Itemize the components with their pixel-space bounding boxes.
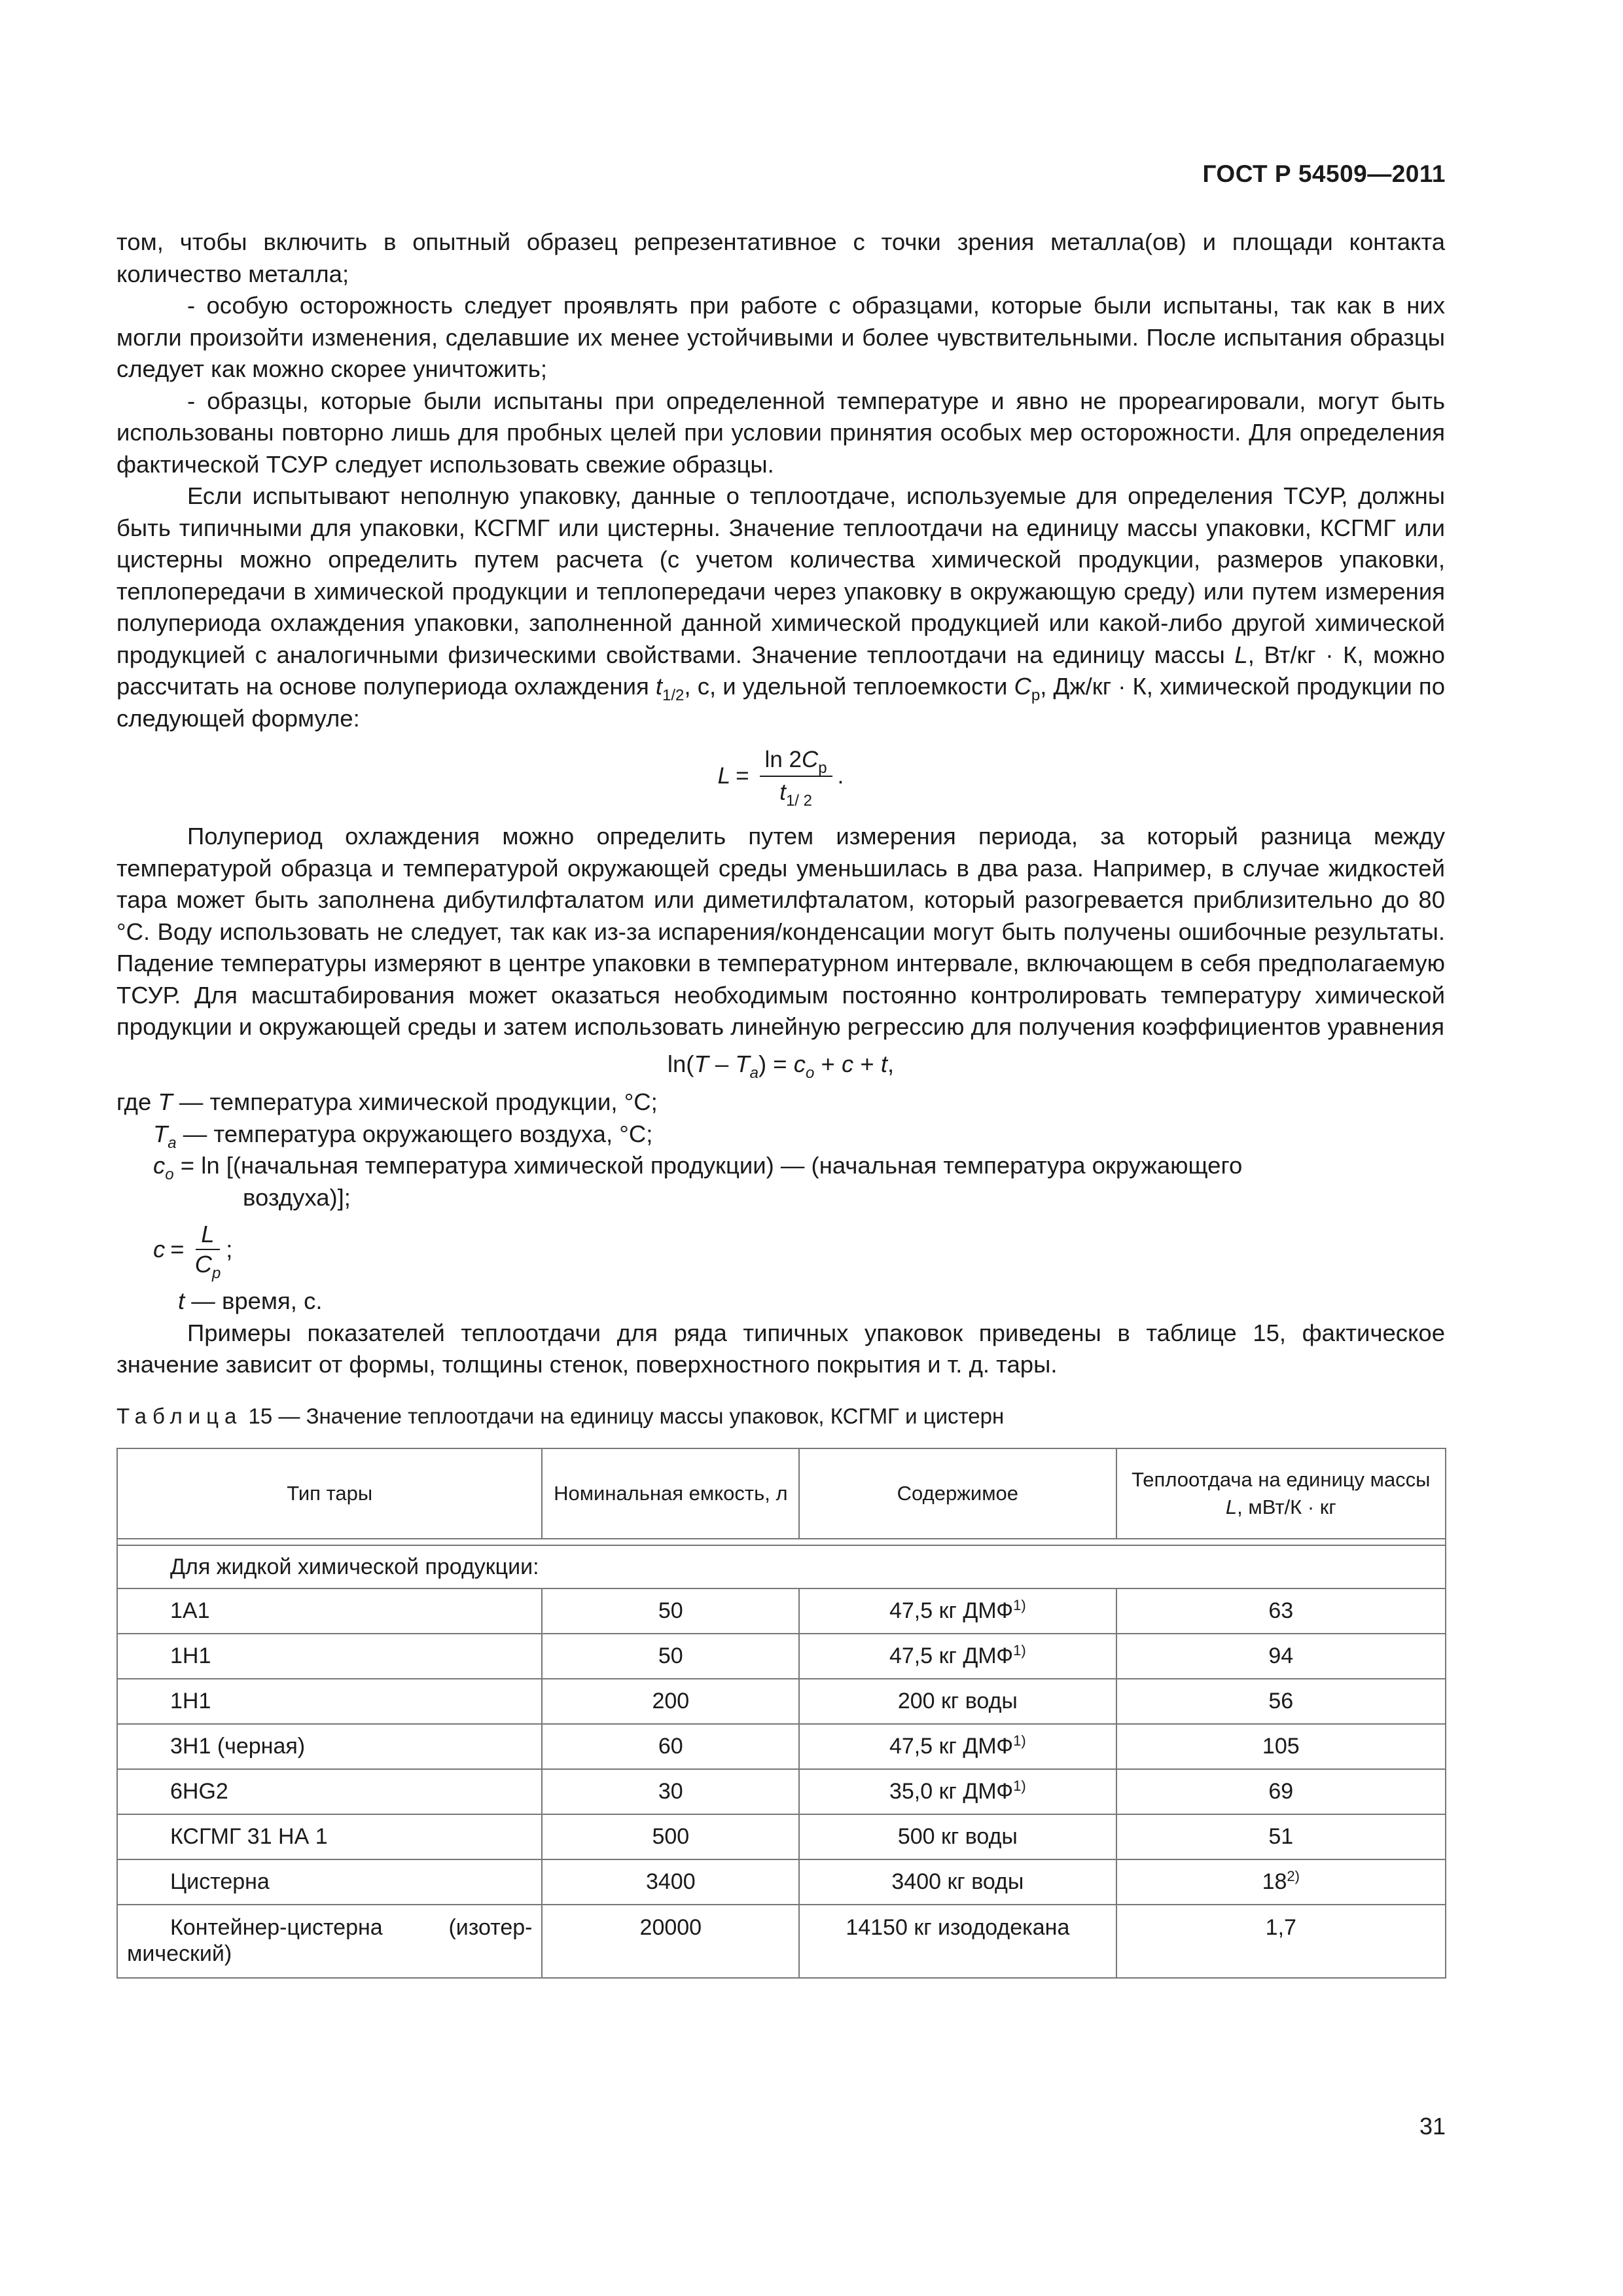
table-row — [117, 1859, 1446, 1905]
cell-package-type: 3Н1 (черная) — [117, 1724, 542, 1769]
paragraph-6: Примеры показателей теплоотдачи для ряда типичных упаковок приведены в таблице 15, фактическое значение зависит от формы, толщины стенок, поверхностного покрытия и т. д. тары. — [116, 1319, 1445, 1378]
table-caption: Таблица 15 — Значение теплоотдачи на единицу массы упаковок, КСГМГ и цистерн — [116, 1403, 1005, 1428]
cell-content: 47,5 кг ДМФ$^{1)}$ — [799, 1634, 1116, 1679]
cell-capacity: 500 — [542, 1814, 799, 1859]
cell-capacity: 50 — [542, 1588, 799, 1634]
header-package-type: Тип тары — [117, 1448, 542, 1539]
page-body — [116, 226, 1445, 1979]
cell-heat-loss: 18$^{2)}$ — [1116, 1859, 1446, 1905]
variable-definitions — [116, 1086, 1445, 1318]
cell-content: 500 кг воды — [799, 1814, 1116, 1859]
cell-heat-loss: 69 — [1116, 1769, 1446, 1814]
footnote-mark: 1) — [1013, 1642, 1026, 1659]
paragraph-1: том, чтобы включить в опытный образец репрезентативное с точки зрения металла(ов) и площади контакта количество металла; — [116, 228, 1445, 287]
table-row — [117, 1634, 1446, 1679]
footnote-mark: 2) — [1287, 1868, 1300, 1884]
cell-content: 3400 кг воды — [799, 1859, 1116, 1905]
cell-capacity: 3400 — [542, 1859, 799, 1905]
paragraph-4-text-c: , с, и удельной теплоемкости — [684, 673, 1014, 700]
cell-package-type: 1Н1 — [117, 1679, 542, 1724]
paragraph-2: - особую осторожность следует проявлять при работе с образцами, которые были испытаны, так как в них могли произойти изменения, сделавшие их менее устойчивыми и более чувствительными. После испытания образцы следует как можно скорее уничтожить; — [116, 292, 1445, 382]
cell-content: 47,5 кг ДМФ$^{1)}$ — [799, 1588, 1116, 1634]
symbol-C: C — [1014, 673, 1031, 700]
table-separator — [117, 1539, 1446, 1545]
paragraph-4-text-d: , Дж/кг · К, химической продукции по следующей формуле: — [116, 673, 1445, 732]
symbol-C-sub: p — [1031, 687, 1041, 704]
formula-L-equals: = — [736, 762, 749, 789]
symbol-L: L — [1234, 641, 1248, 668]
document-standard-id: ГОСТ Р 54509—2011 — [1202, 160, 1446, 187]
cell-capacity: 50 — [542, 1634, 799, 1679]
table-row — [117, 1769, 1446, 1814]
group-label: Для жидкой химической продукции: — [117, 1545, 1446, 1588]
table-row — [117, 1905, 1446, 1978]
paragraph-4 — [116, 480, 1445, 734]
formula-L-end: . — [837, 762, 844, 789]
cell-content: 35,0 кг ДМФ$^{1)}$ — [799, 1769, 1116, 1814]
footnote-mark: 1) — [1013, 1778, 1026, 1794]
table-row — [117, 1679, 1446, 1724]
paragraph-4-text-a: Если испытывают неполную упаковку, данные о теплоотдаче, используемые для определения ТСУР, должны быть типичными для упаковки, КСГМГ или цистерны. Значение теплоотдачи на единицу массы упаковки, КСГМГ или цистерны можно определить путем расчета (с учетом количества химической продукции, размеров упаковки, теплопередачи в химической продукции и теплопередачи через упаковку в окружающую среду) или путем измерения полупериода охлаждения упаковки, заполненной данной химической продукцией или какой-либо другой химической продукцией с аналогичными физическими свойствами. Значение теплоотдачи на единицу массы — [116, 482, 1445, 668]
page-number: 31 — [1419, 2113, 1446, 2140]
formula-regression: $\ln(T - T_a) = c_o + c + t$, — [667, 1050, 895, 1082]
definition-Ta: $T_a$ — температура окружающего воздуха, °С; — [153, 1120, 653, 1152]
cell-heat-loss: 105 — [1116, 1724, 1446, 1769]
cell-package-type: 6HG2 — [117, 1769, 542, 1814]
definition-co: $c_o = \ln$ [(начальная температура химической продукции) — (начальная температура окружающего — [153, 1152, 1243, 1183]
formula-L-numerator: $\ln 2C_p$ — [760, 745, 832, 777]
cell-content: 47,5 кг ДМФ$^{1)}$ — [799, 1724, 1116, 1769]
symbol-t-sub: 1/2 — [662, 687, 685, 704]
cell-heat-loss: 94 — [1116, 1634, 1446, 1679]
table-row — [117, 1588, 1446, 1634]
heat-loss-table — [116, 1448, 1446, 1979]
definition-co-continuation: воздуха)]; — [243, 1183, 351, 1211]
table-group-row — [117, 1545, 1446, 1588]
cell-capacity: 200 — [542, 1679, 799, 1724]
table-header-row — [117, 1448, 1446, 1539]
table-row — [117, 1814, 1446, 1859]
footnote-mark: 1) — [1013, 1732, 1026, 1749]
cell-heat-loss: 56 — [1116, 1679, 1446, 1724]
cell-heat-loss: 63 — [1116, 1588, 1446, 1634]
formula-heat-loss — [116, 737, 1445, 816]
paragraph-3: - образцы, которые были испытаны при определенной температуре и явно не прореагировали, могут быть использованы повторно лишь для пробных целей при условии принятия особых мер осторожности. Для определения фактической ТСУР следует использовать свежие образцы. — [116, 387, 1445, 478]
paragraph-5: Полупериод охлаждения можно определить путем измерения периода, за который разница между температурой образца и температурой окружающей среды уменьшилась в два раза. Например, в случае жидкостей тара может быть заполнена дибутилфталатом или диметилфталатом, который разогревается приблизительно до 80 °С. Воду использовать не следует, так как из-за испарения/конденсации могут быть получены ошибочные результаты. Падение температуры измеряют в центре упаковки в температурном интервале, включающем в себя предполагаемую ТСУР. Для масштабирования может оказаться необходимым постоянно контролировать температуру химической продукции и окружающей среды и затем использовать линейную регрессию для получения коэффициентов уравнения — [116, 823, 1445, 1040]
cell-capacity: 20000 — [542, 1905, 799, 1978]
cell-capacity: 60 — [542, 1724, 799, 1769]
cell-package-type: КСГМГ 31 НА 1 — [117, 1814, 542, 1859]
cell-heat-loss: 1,7 — [1116, 1905, 1446, 1978]
footnote-mark: 1) — [1013, 1597, 1026, 1613]
cell-content: 14150 кг изододекана — [799, 1905, 1116, 1978]
header-heat-loss: Теплоотдача на единицу массы L, мВт/К · кг — [1116, 1448, 1446, 1539]
header-capacity: Номинальная емкость, л — [542, 1448, 799, 1539]
cell-content: 200 кг воды — [799, 1679, 1116, 1724]
table-row — [117, 1724, 1446, 1769]
symbol-t: t — [655, 673, 663, 700]
cell-capacity: 30 — [542, 1769, 799, 1814]
definition-T: где T — температура химической продукции, °С; — [116, 1088, 658, 1115]
cell-package-type: Контейнер-цистерна (изотер- мический) — [117, 1905, 542, 1978]
formula-L-fraction — [760, 745, 832, 810]
cell-package-type: 1А1 — [117, 1588, 542, 1634]
definition-c: c = $\frac{L}{C_p}$ ; — [153, 1221, 233, 1282]
paragraph-4-text-b: , Вт/кг · К, можно рассчитать на основе полупериода охлаждения — [116, 641, 1445, 700]
definition-c-fraction: $\frac{L}{C_p}$ — [194, 1221, 221, 1282]
formula-L-denominator: $t_{1/ 2}$ — [779, 780, 812, 810]
cell-package-type: Цистерна — [117, 1859, 542, 1905]
definition-t: t — время, с. — [178, 1287, 323, 1314]
cell-package-type: 1Н1 — [117, 1634, 542, 1679]
cell-heat-loss: 51 — [1116, 1814, 1446, 1859]
header-content: Содержимое — [799, 1448, 1116, 1539]
formula-L-lhs: L — [717, 762, 731, 789]
